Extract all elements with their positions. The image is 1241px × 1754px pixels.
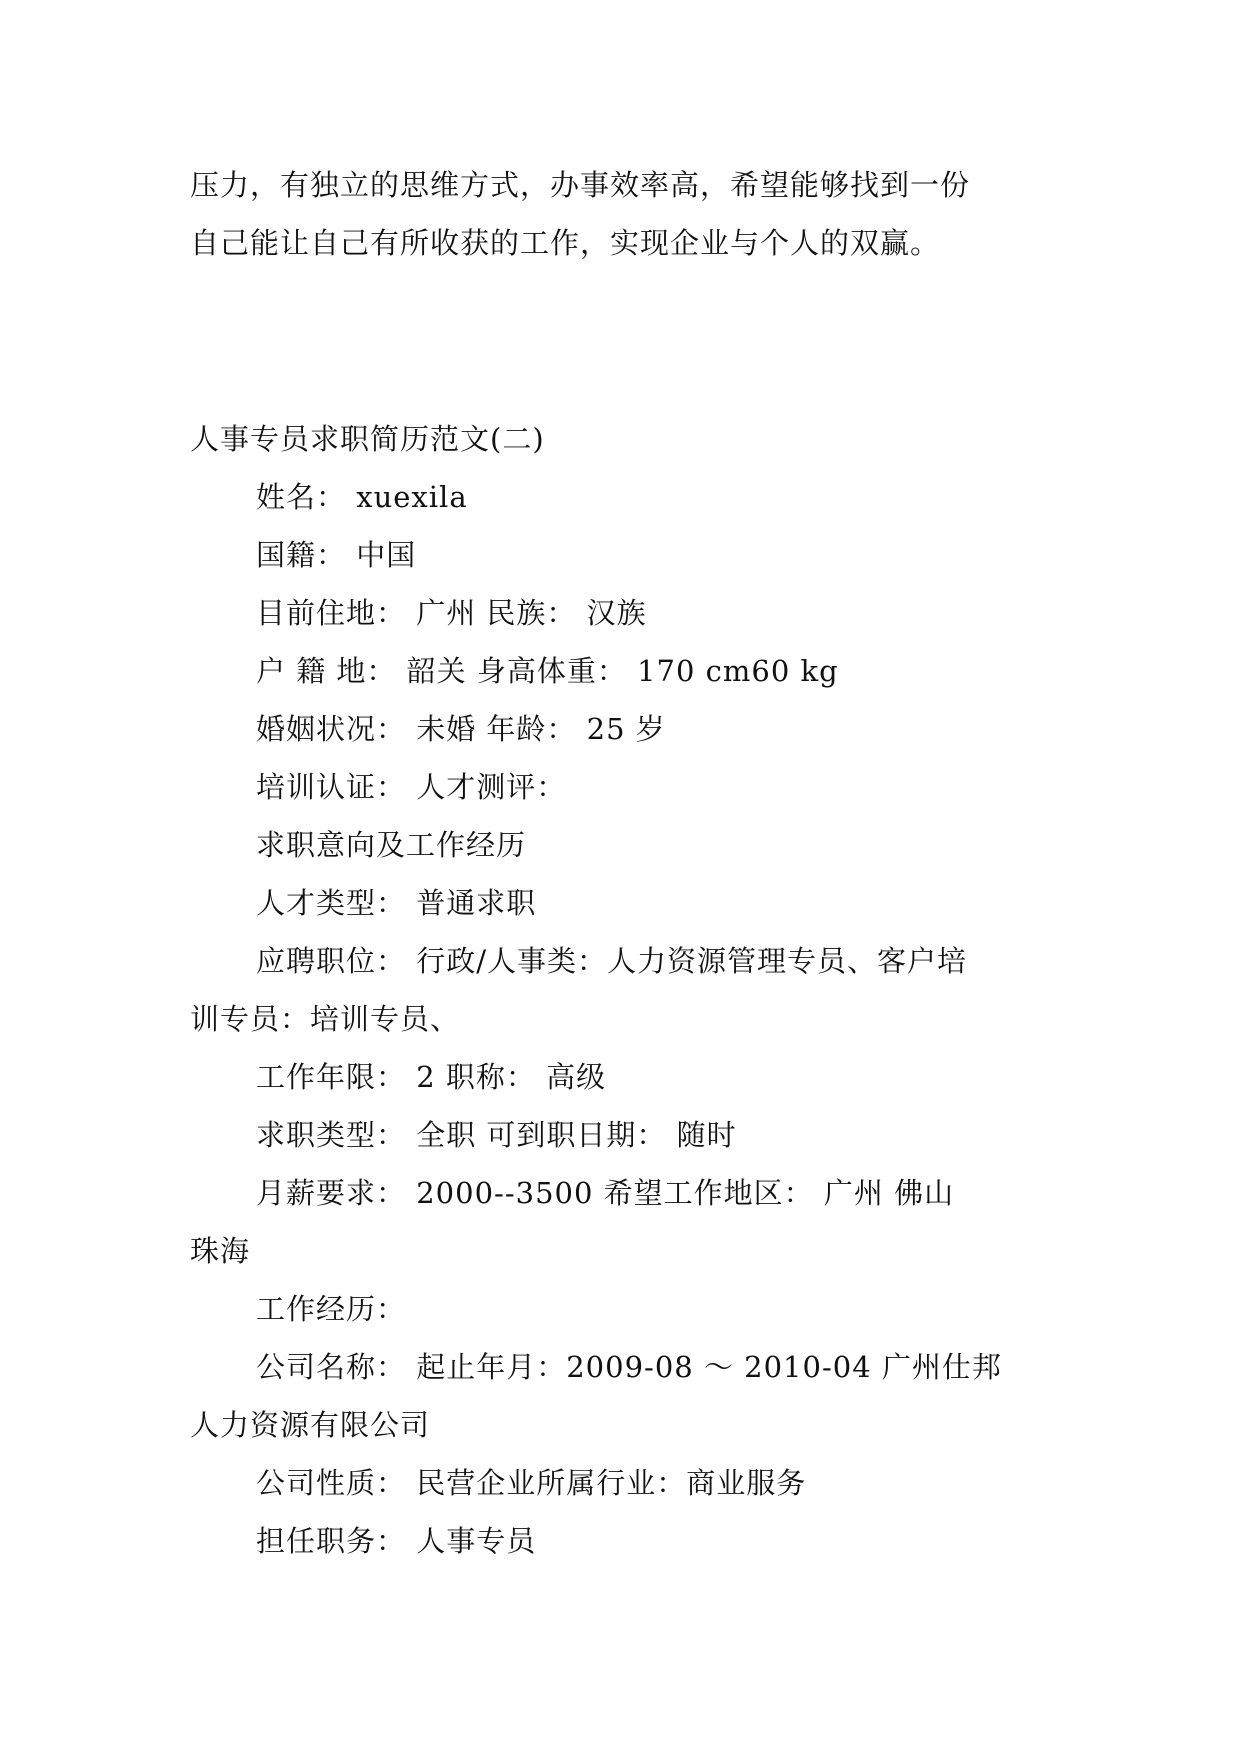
field-training: 培训认证： 人才测评： xyxy=(256,770,567,804)
field-salary-line-1: 月薪要求： 2000--3500 希望工作地区： 广州 佛山 xyxy=(256,1176,955,1210)
intro-line-1: 压力，有独立的思维方式，办事效率高，希望能够找到一份 xyxy=(190,168,971,202)
section-title: 人事专员求职简历范文(二) xyxy=(190,422,545,456)
field-position-line-2: 训专员：培训专员、 xyxy=(190,1002,461,1036)
field-marital: 婚姻状况： 未婚 年龄： 25 岁 xyxy=(256,712,666,746)
field-company-line-2: 人力资源有限公司 xyxy=(190,1408,431,1442)
field-years: 工作年限： 2 职称： 高级 xyxy=(256,1060,607,1094)
field-position-line-1: 应聘职位： 行政/人事类：人力资源管理专员、客户培 xyxy=(256,944,967,978)
field-hukou: 户 籍 地： 韶关 身高体重： 170 cm60 kg xyxy=(256,654,839,688)
field-salary-line-2: 珠海 xyxy=(190,1234,251,1268)
field-residence: 目前住地： 广州 民族： 汉族 xyxy=(256,596,647,630)
experience-heading: 工作经历： xyxy=(256,1292,407,1326)
field-nationality: 国籍： 中国 xyxy=(256,538,417,572)
field-company-line-1: 公司名称： 起止年月：2009-08 ～ 2010-04 广州仕邦 xyxy=(256,1350,1002,1384)
field-name: 姓名： xuexila xyxy=(256,480,468,514)
section-spacer xyxy=(190,272,1050,410)
intro-line-2: 自己能让自己有所收获的工作，实现企业与个人的双赢。 xyxy=(190,226,941,260)
intent-heading: 求职意向及工作经历 xyxy=(256,828,527,862)
document-body xyxy=(190,156,1050,1570)
field-duty: 担任职务： 人事专员 xyxy=(256,1524,537,1558)
field-talent-type: 人才类型： 普通求职 xyxy=(256,886,537,920)
field-company-nature: 公司性质： 民营企业所属行业：商业服务 xyxy=(256,1466,807,1500)
field-job-type: 求职类型： 全职 可到职日期： 随时 xyxy=(256,1118,737,1152)
